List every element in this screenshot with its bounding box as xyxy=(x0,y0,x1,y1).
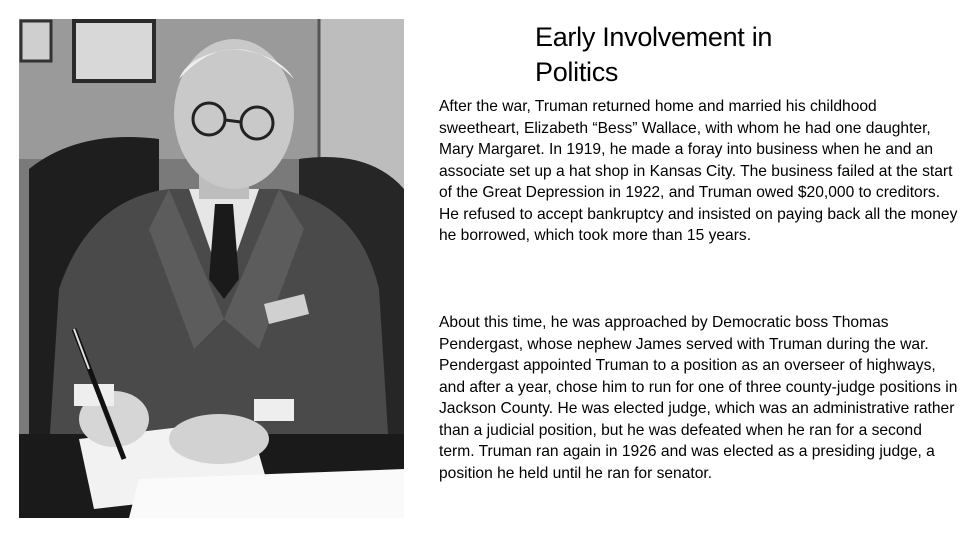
portrait-photo xyxy=(19,19,404,518)
slide-title-line1: Early Involvement in xyxy=(535,22,773,52)
body-paragraph-2: About this time, he was approached by Democratic boss Thomas Pendergast, whose nephew James served with Truman during the war. Pendergast appointed Truman to a position as an overseer of highways, and after a year, chose him to run for one of three county-judge positions in Jackson County. He was elected judge, which was an administrative rather than a judicial position, but he was defeated when he ran for a second term. Truman ran again in 1926 and was elected as a presiding judge, a position he held until he ran for senator. xyxy=(439,314,958,482)
slide-title xyxy=(535,20,935,90)
portrait-illustration xyxy=(19,19,404,518)
body-paragraph-1: After the war, Truman returned home and married his childhood sweetheart, Elizabeth “Bess” Wallace, with whom he had one daughter, Mary Margaret. In 1919, he made a foray into business when he and an associate set up a hat shop in Kansas City. The business failed at the start of the Great Depression in 1922, and Truman owed $20,000 to creditors. He refused to accept bankruptcy and insisted on paying back all the money he borrowed, which took more than 15 years. xyxy=(439,98,958,244)
slide-title-line2: Politics xyxy=(535,57,619,87)
